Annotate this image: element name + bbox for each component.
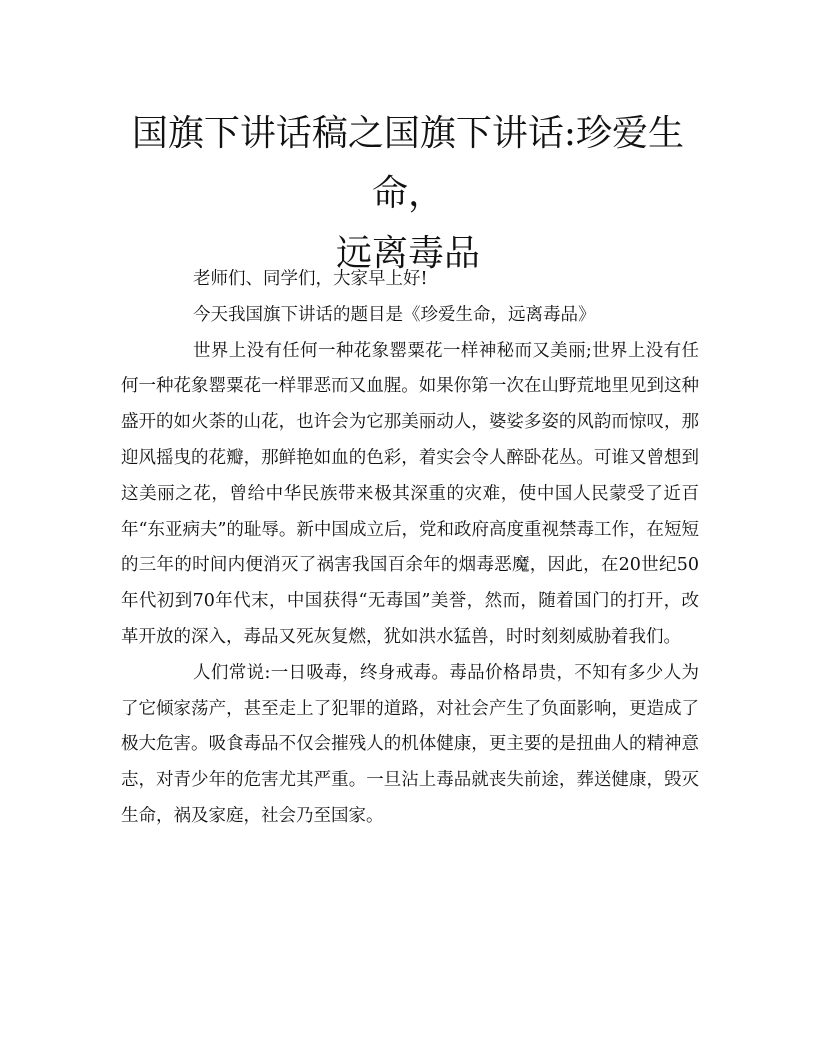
greeting-paragraph: 老师们、同学们，大家早上好!: [193, 269, 428, 289]
title-line-2: 远离毒品: [335, 233, 480, 274]
body-paragraph: 世界上没有任何一种花象罂粟花一样神秘而又美丽;世界上没有任何一种花象罂粟花一样罪恶而又血腥。如果你第一次在山野荒地里见到这种盛开的如火荼的山花，也许会为它那美丽动人，婆娑多姿的风韵而惊叹，那迎风摇曳的花瓣，那鲜艳如血的色彩，着实会令人醉卧花丛。可谁又曾想到这美丽之花，曾给中华民族带来极其深重的灾难，使中国人民蒙受了近百年“东亚病夫”的耻辱。新中国成立后，党和政府高度重视禁毒工作，在短短的三年的时间内便消灭了祸害我国百余年的烟毒恶魔，因此，在20世纪50年代初到70年代末，中国获得“无毒国”美誉，然而，随着国门的打开，改革开放的深入，毒品又死灰复燃，犹如洪水猛兽，时时刻刻威胁着我们。: [121, 340, 699, 647]
body-paragraph: 人们常说:一日吸毒，终身戒毒。毒品价格昂贵，不知有多少人为了它倾家荡产，甚至走上了犯罪的道路，对社会产生了负面影响，更造成了极大危害。吸食毒品不仅会摧残人的机体健康，更主要的是扭曲人的精神意志，对青少年的危害尤其严重。一旦沾上毒品就丧失前途，葬送健康，毁灭生命，祸及家庭，社会乃至国家。: [121, 662, 699, 826]
page-title: [100, 104, 716, 284]
document-body: [121, 262, 699, 835]
topic-paragraph: 今天我国旗下讲话的题目是《珍爱生命，远离毒品》: [193, 304, 596, 325]
title-line-1: 国旗下讲话稿之国旗下讲话:珍爱生命，: [131, 113, 685, 214]
